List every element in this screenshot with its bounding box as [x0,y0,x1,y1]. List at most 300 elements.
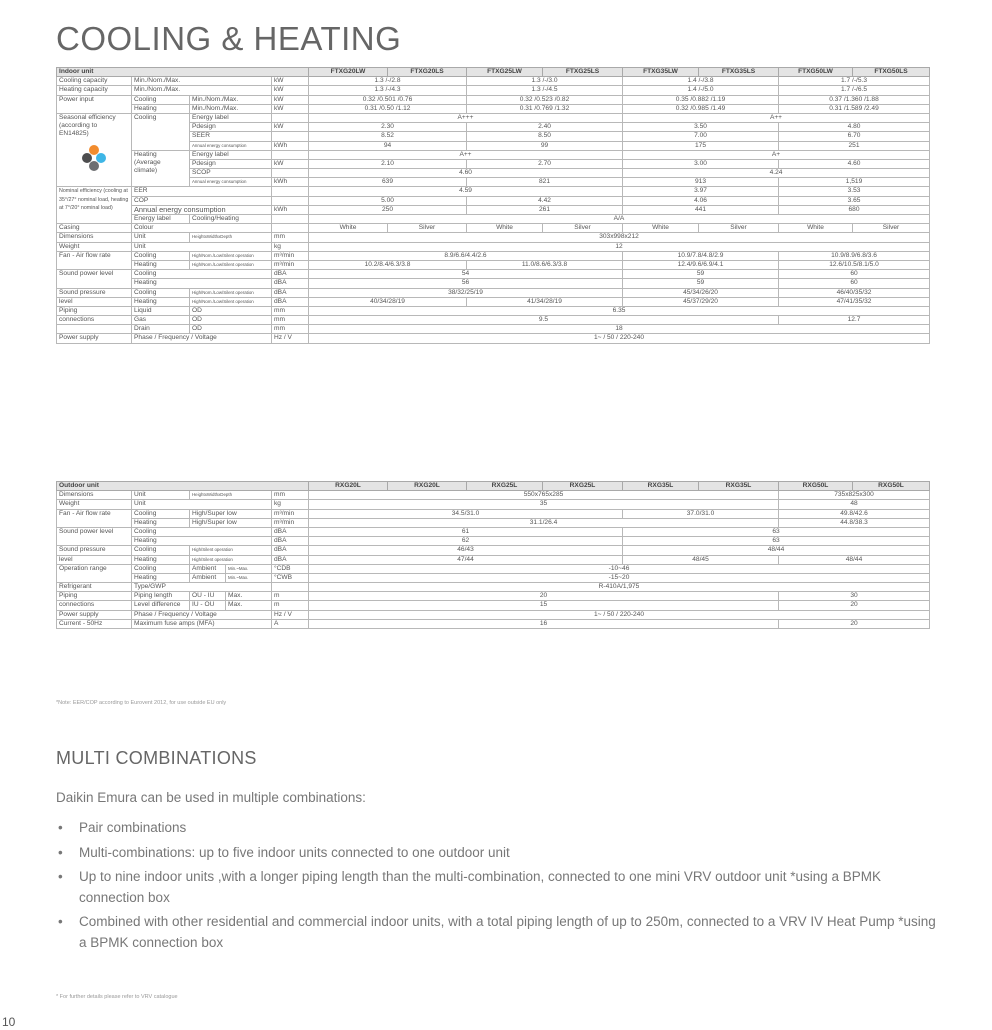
table-cell: 60 [779,270,930,279]
table-cell: 1.3 /-/3.0 [467,77,623,86]
list-item [56,818,936,839]
row-unit: dBA [272,297,309,306]
row-sub: Phase / Frequency / Voltage [132,334,272,343]
row-mode: Gas [132,316,190,325]
row-unit [272,583,309,592]
table-cell: 31.1/26.4 [309,518,779,527]
table-cell: 0.31 /1.589 /2.49 [779,104,930,113]
row-sub: Unit [132,233,190,242]
row-sub: Pdesign [190,123,272,132]
table-cell: Silver [699,224,779,233]
table-cell: 46/43 [309,546,623,555]
row-mode: Cooling [132,546,190,555]
row-sub: Min./Nom./Max. [132,77,272,86]
row-sub: Min./Nom./Max. [132,86,272,95]
table-cell: 12.4/9.6/6.9/4.1 [623,260,779,269]
table-cell: 0.32 /0.985 /1.49 [623,104,779,113]
row-label: Fan - Air flow rate [57,251,132,269]
table-cell: 6.35 [309,306,930,315]
row-mode [132,150,190,187]
table-cell: 1,519 [779,178,930,187]
bullet-icon: • [58,844,63,860]
table-cell: 35 [309,500,779,509]
table-row [57,205,930,214]
row-unit: kWh [272,141,309,150]
table-cell: 261 [467,205,623,214]
row-sub: Colour [132,224,272,233]
row-sub: High/Nom./Low/Silent operation [190,260,272,269]
row-sub: COP [132,196,272,205]
row-mode: Cooling [132,527,272,536]
table-cell: 5.00 [309,196,467,205]
page-title: COOLING & HEATING [56,20,402,57]
table-footnote: *Note: EER/COP according to Eurovent 2012, for use outside EU only [56,700,227,706]
header-cell: RXG50L [779,482,853,491]
table-cell: 3.97 [623,187,779,196]
table-row [57,592,930,601]
row-unit: dBA [272,527,309,536]
table-cell: -15~20 [309,573,930,582]
row-mode: Heating [132,573,190,582]
table-row [57,610,930,619]
row-label: level [57,555,132,564]
row-label: EN14825) [59,129,89,137]
table-row [57,150,930,159]
row-mode: Heating [132,104,190,113]
row-unit [272,215,309,224]
table-cell: 550x765x285 [309,491,779,500]
table-cell: 1~ / 50 / 220-240 [309,334,930,343]
list-item-text: Combined with other residential and commercial indoor units, with a total piping length of up to 250m, connected to a VRV IV Heat Pump *using a BPMK connection box [79,914,936,950]
row-label: Power input [57,95,132,113]
row-mode: Piping length [132,592,190,601]
table-cell: 250 [309,205,467,214]
table-cell: 62 [309,537,623,546]
table-cell: 2.70 [467,159,623,168]
row-sub: Maximum fuse amps (MFA) [132,619,272,628]
table-cell: 4.06 [623,196,779,205]
table-row [57,215,930,224]
list-item [56,843,936,864]
table-row [57,334,930,343]
table-cell: 2.10 [309,159,467,168]
row-unit: m³/min [272,260,309,269]
row-label: Dimensions [57,491,132,500]
table-cell: 9.5 [309,316,779,325]
table-row [57,500,930,509]
table-row [57,270,930,279]
row-unit [272,224,309,233]
table-cell: 3.50 [623,123,779,132]
row-unit: mm [272,306,309,315]
table-cell: 48/45 [623,555,779,564]
row-sub: High/Silent operation [190,555,272,564]
table-row [57,555,930,564]
table-cell: 1.7 /-/5.3 [779,77,930,86]
row-sub: Unit [132,242,272,251]
table-row [57,537,930,546]
row-sub: High/Silent operation [190,546,272,555]
table-row [57,224,930,233]
table-cell: R-410A/1,975 [309,583,930,592]
header-cell: FTXG50LS [853,68,930,77]
row-unit: mm [272,325,309,334]
row-unit: kW [272,95,309,104]
table-cell: A+ [623,150,930,159]
row-mode: Heating [132,279,272,288]
table-cell: 12.6/10.5/8.1/5.0 [779,260,930,269]
row-mode: Cooling [132,95,190,104]
row-label: Dimensions [57,233,132,242]
table-cell: 8.50 [467,132,623,141]
table-row [57,242,930,251]
bullet-icon: • [58,869,63,884]
row-sub: Cooling/Heating [190,215,272,224]
row-sub: Annual energy consumption [132,205,272,214]
table-row [57,583,930,592]
table-cell: 40/34/28/19 [309,297,467,306]
table-cell: 1.7 /-/6.5 [779,86,930,95]
table-header-row [57,482,930,491]
row-label [57,325,132,334]
row-sub: High/Super low [190,509,272,518]
table-cell: 680 [779,205,930,214]
table-cell: 45/37/29/20 [623,297,779,306]
row-sub: Min.~Max. [226,573,272,582]
table-cell: 18 [309,325,930,334]
table-row [57,518,930,527]
table-cell: 15 [309,601,779,610]
table-cell: 10.2/8.4/6.3/3.8 [309,260,467,269]
row-unit: m³/min [272,518,309,527]
table-cell: 2.40 [467,123,623,132]
row-sub: EER [132,187,272,196]
row-mode: Cooling [132,113,190,150]
table-cell: 54 [309,270,623,279]
row-unit: dBA [272,546,309,555]
row-unit [272,132,309,141]
table-cell: -10~46 [309,564,930,573]
table-cell: White [779,224,853,233]
table-cell: 1.3 /-/2.8 [309,77,467,86]
row-unit: kW [272,77,309,86]
row-sub: OD [190,316,272,325]
table-row [57,251,930,260]
row-label: Heating capacity [57,86,132,95]
row-sub: Pdesign [190,159,272,168]
row-unit: dBA [272,288,309,297]
table-cell: 0.31 /0.50 /1.12 [309,104,467,113]
header-cell: RXG20L [309,482,388,491]
row-sub: Max. [226,601,272,610]
row-unit: m [272,592,309,601]
row-sub: High/Nom./Low/Silent operation [190,288,272,297]
row-label: Fan - Air flow rate [57,509,132,527]
row-unit: dBA [272,270,309,279]
table-cell: 1.3 /-/4.3 [309,86,467,95]
row-label: Sound power level [57,270,132,288]
bullet-icon: • [58,820,63,835]
row-sub: High/Super low [190,518,272,527]
table-cell: 0.32 /0.501 /0.76 [309,95,467,104]
table-row [57,260,930,269]
table-cell: A++ [309,150,623,159]
table-cell: 7.00 [623,132,779,141]
row-unit: mm [272,233,309,242]
table-cell: 16 [309,619,779,628]
row-unit [272,113,309,122]
row-unit: °CWB [272,573,309,582]
row-mode: Heating [132,518,190,527]
row-mode: Level difference [132,601,190,610]
row-mode: Heating [132,555,190,564]
table-cell: White [309,224,388,233]
row-unit [272,187,309,196]
table-cell: 303x998x212 [309,233,930,242]
row-sub: Ambient [190,564,226,573]
list-item-text: Pair combinations [79,820,187,835]
row-unit: °CDB [272,564,309,573]
row-sub: Unit [132,500,272,509]
row-sub: Energy label [132,215,190,224]
table-cell: 37.0/31.0 [623,509,779,518]
header-cell: FTXG50LW [779,68,853,77]
row-mode: Cooling [132,270,272,279]
table-row [57,196,930,205]
row-unit: kW [272,86,309,95]
row-unit: m [272,601,309,610]
row-mode: Heating [132,260,190,269]
table-row [57,297,930,306]
row-unit [272,169,309,178]
row-label: Piping [57,306,132,315]
row-mode-text: Heating [134,150,157,158]
row-unit: Hz / V [272,610,309,619]
table-cell: 48/44 [779,555,930,564]
row-unit: mm [272,491,309,500]
table-cell: 49.8/42.6 [779,509,930,518]
row-label: connections [57,316,132,325]
row-mode-text: (Average [134,158,161,166]
table-cell: 1.4 /-/5.0 [623,86,779,95]
seasonal-efficiency-label [57,113,132,187]
list-item-text: Multi-combinations: up to five indoor units connected to one outdoor unit [79,844,510,860]
row-unit: mm [272,316,309,325]
table-row [57,573,930,582]
table-header-row [57,68,930,77]
table-cell: 30 [779,592,930,601]
row-unit [272,196,309,205]
row-sub: Energy label [190,150,272,159]
table-cell: 20 [309,592,779,601]
row-unit: m³/min [272,509,309,518]
table-cell: A+++ [309,113,623,122]
table-cell: 45/34/26/20 [623,288,779,297]
header-cell: RXG50L [853,482,930,491]
table-cell: 44.8/38.3 [779,518,930,527]
table-cell: 251 [779,141,930,150]
table-cell: 60 [779,279,930,288]
table-cell: 20 [779,601,930,610]
header-cell: Outdoor unit [57,482,309,491]
table-row [57,279,930,288]
row-unit: dBA [272,537,309,546]
row-sub: OD [190,306,272,315]
table-cell: 4.60 [779,159,930,168]
table-cell: 48/44 [623,546,930,555]
table-cell: 10.9/7.8/4.8/2.9 [623,251,779,260]
table-cell: A++ [623,113,930,122]
table-cell: White [623,224,699,233]
table-cell: 2.30 [309,123,467,132]
table-cell: A/A [309,215,930,224]
table-cell: 6.70 [779,132,930,141]
table-cell: 4.60 [309,169,623,178]
table-cell: 821 [467,178,623,187]
table-cell: 1.4 /-/3.8 [623,77,779,86]
row-sub: Min.~Max. [226,564,272,573]
row-unit: dBA [272,279,309,288]
row-label: Power supply [57,610,132,619]
header-cell: FTXG35LW [623,68,699,77]
icon-blue-dot [96,153,106,163]
table-cell: Silver [388,224,467,233]
section-title: MULTI COMBINATIONS [56,748,257,768]
icon-orange-dot [89,145,99,155]
table-cell: 8.52 [309,132,467,141]
table-cell: 1~ / 50 / 220-240 [309,610,930,619]
indoor-unit-table [56,67,930,344]
table-cell: 20 [779,619,930,628]
row-label: Casing [57,224,132,233]
row-sub: Energy label [190,113,272,122]
combinations-list [56,818,936,957]
table-cell: 10.9/8.9/6.8/3.6 [779,251,930,260]
table-cell: 0.35 /0.882 /1.19 [623,95,779,104]
header-cell: FTXG35LS [699,68,779,77]
table-row [57,509,930,518]
row-unit: A [272,619,309,628]
table-row [57,306,930,315]
row-sub: High/Nom./Low/Silent operation [190,297,272,306]
table-row [57,325,930,334]
table-cell: 63 [623,527,930,536]
table-cell: Silver [853,224,930,233]
row-label: Current - 50Hz [57,619,132,628]
table-cell: 61 [309,527,623,536]
row-sub: IU - OU [190,601,226,610]
row-label: Power supply [57,334,132,343]
table-row [57,187,930,196]
row-sub: OD [190,325,272,334]
table-cell: Silver [543,224,623,233]
row-unit: kW [272,159,309,168]
list-item-text: Up to nine indoor units ,with a longer piping length than the multi-combination, connected to one mini VRV outdoor unit *using a BPMK connection box [79,869,881,905]
row-mode: Cooling [132,288,190,297]
table-cell: 3.65 [779,196,930,205]
table-cell: 47/44 [309,555,623,564]
table-row [57,113,930,122]
table-cell: 12 [309,242,930,251]
row-sub: Phase / Frequency / Voltage [132,610,272,619]
row-label: Sound power level [57,527,132,545]
header-cell: FTXG25LS [543,68,623,77]
row-label: Weight [57,242,132,251]
row-unit: dBA [272,555,309,564]
table-cell: 12.7 [779,316,930,325]
row-mode: Heating [132,537,272,546]
table-cell: 0.31 /0.769 /1.32 [467,104,623,113]
row-sub: Type/GWP [132,583,272,592]
table-row [57,527,930,536]
row-sub: High/Nom./Low/Silent operation [190,251,272,260]
table-row [57,77,930,86]
bullet-icon: • [58,914,63,929]
table-cell: 441 [623,205,779,214]
row-unit: kWh [272,205,309,214]
row-label: (according to [59,121,98,129]
row-sub: Annual energy consumption [190,141,272,150]
climate-zone-icon [81,143,107,173]
table-row [57,95,930,104]
table-row [57,86,930,95]
row-sub: Max. [226,592,272,601]
table-cell: 38/32/25/19 [309,288,623,297]
row-sub: Min./Nom./Max. [190,95,272,104]
row-label: Sound pressure [57,288,132,297]
header-cell: Indoor unit [57,68,309,77]
row-label: connections [57,601,132,610]
row-unit: kW [272,123,309,132]
table-row [57,104,930,113]
table-cell: 4.42 [467,196,623,205]
header-cell: FTXG20LS [388,68,467,77]
row-label: Piping [57,592,132,601]
row-mode: Heating [132,297,190,306]
row-label: level [57,297,132,306]
table-cell: 59 [623,279,779,288]
icon-gray-dot [89,161,99,171]
icon-dark-dot [82,153,92,163]
section-intro: Daikin Emura can be used in multiple combinations: [56,790,366,805]
table-row [57,546,930,555]
table-cell: 3.00 [623,159,779,168]
table-cell: 48 [779,500,930,509]
table-row [57,601,930,610]
row-mode: Cooling [132,509,190,518]
table-cell: 4.24 [623,169,930,178]
table-cell: 0.37 /1.360 /1.88 [779,95,930,104]
nominal-efficiency-label: Nominal efficiency (cooling at 35°/27° nominal load, heating at 7°/20° nominal load) [57,187,132,224]
row-unit: kg [272,242,309,251]
row-mode-text: climate) [134,166,158,174]
table-cell: 94 [309,141,467,150]
row-sub: Unit [132,491,190,500]
row-label: Sound pressure [57,546,132,555]
table-row [57,491,930,500]
table-cell: 0.32 /0.523 /0.82 [467,95,623,104]
table-cell: 99 [467,141,623,150]
row-unit: Hz / V [272,334,309,343]
row-sub: Min./Nom./Max. [190,104,272,113]
table-cell: 175 [623,141,779,150]
row-sub: Ambient [190,573,226,582]
table-row [57,233,930,242]
table-cell: 3.53 [779,187,930,196]
row-unit: kW [272,104,309,113]
header-cell: RXG20L [388,482,467,491]
row-unit: kg [272,500,309,509]
